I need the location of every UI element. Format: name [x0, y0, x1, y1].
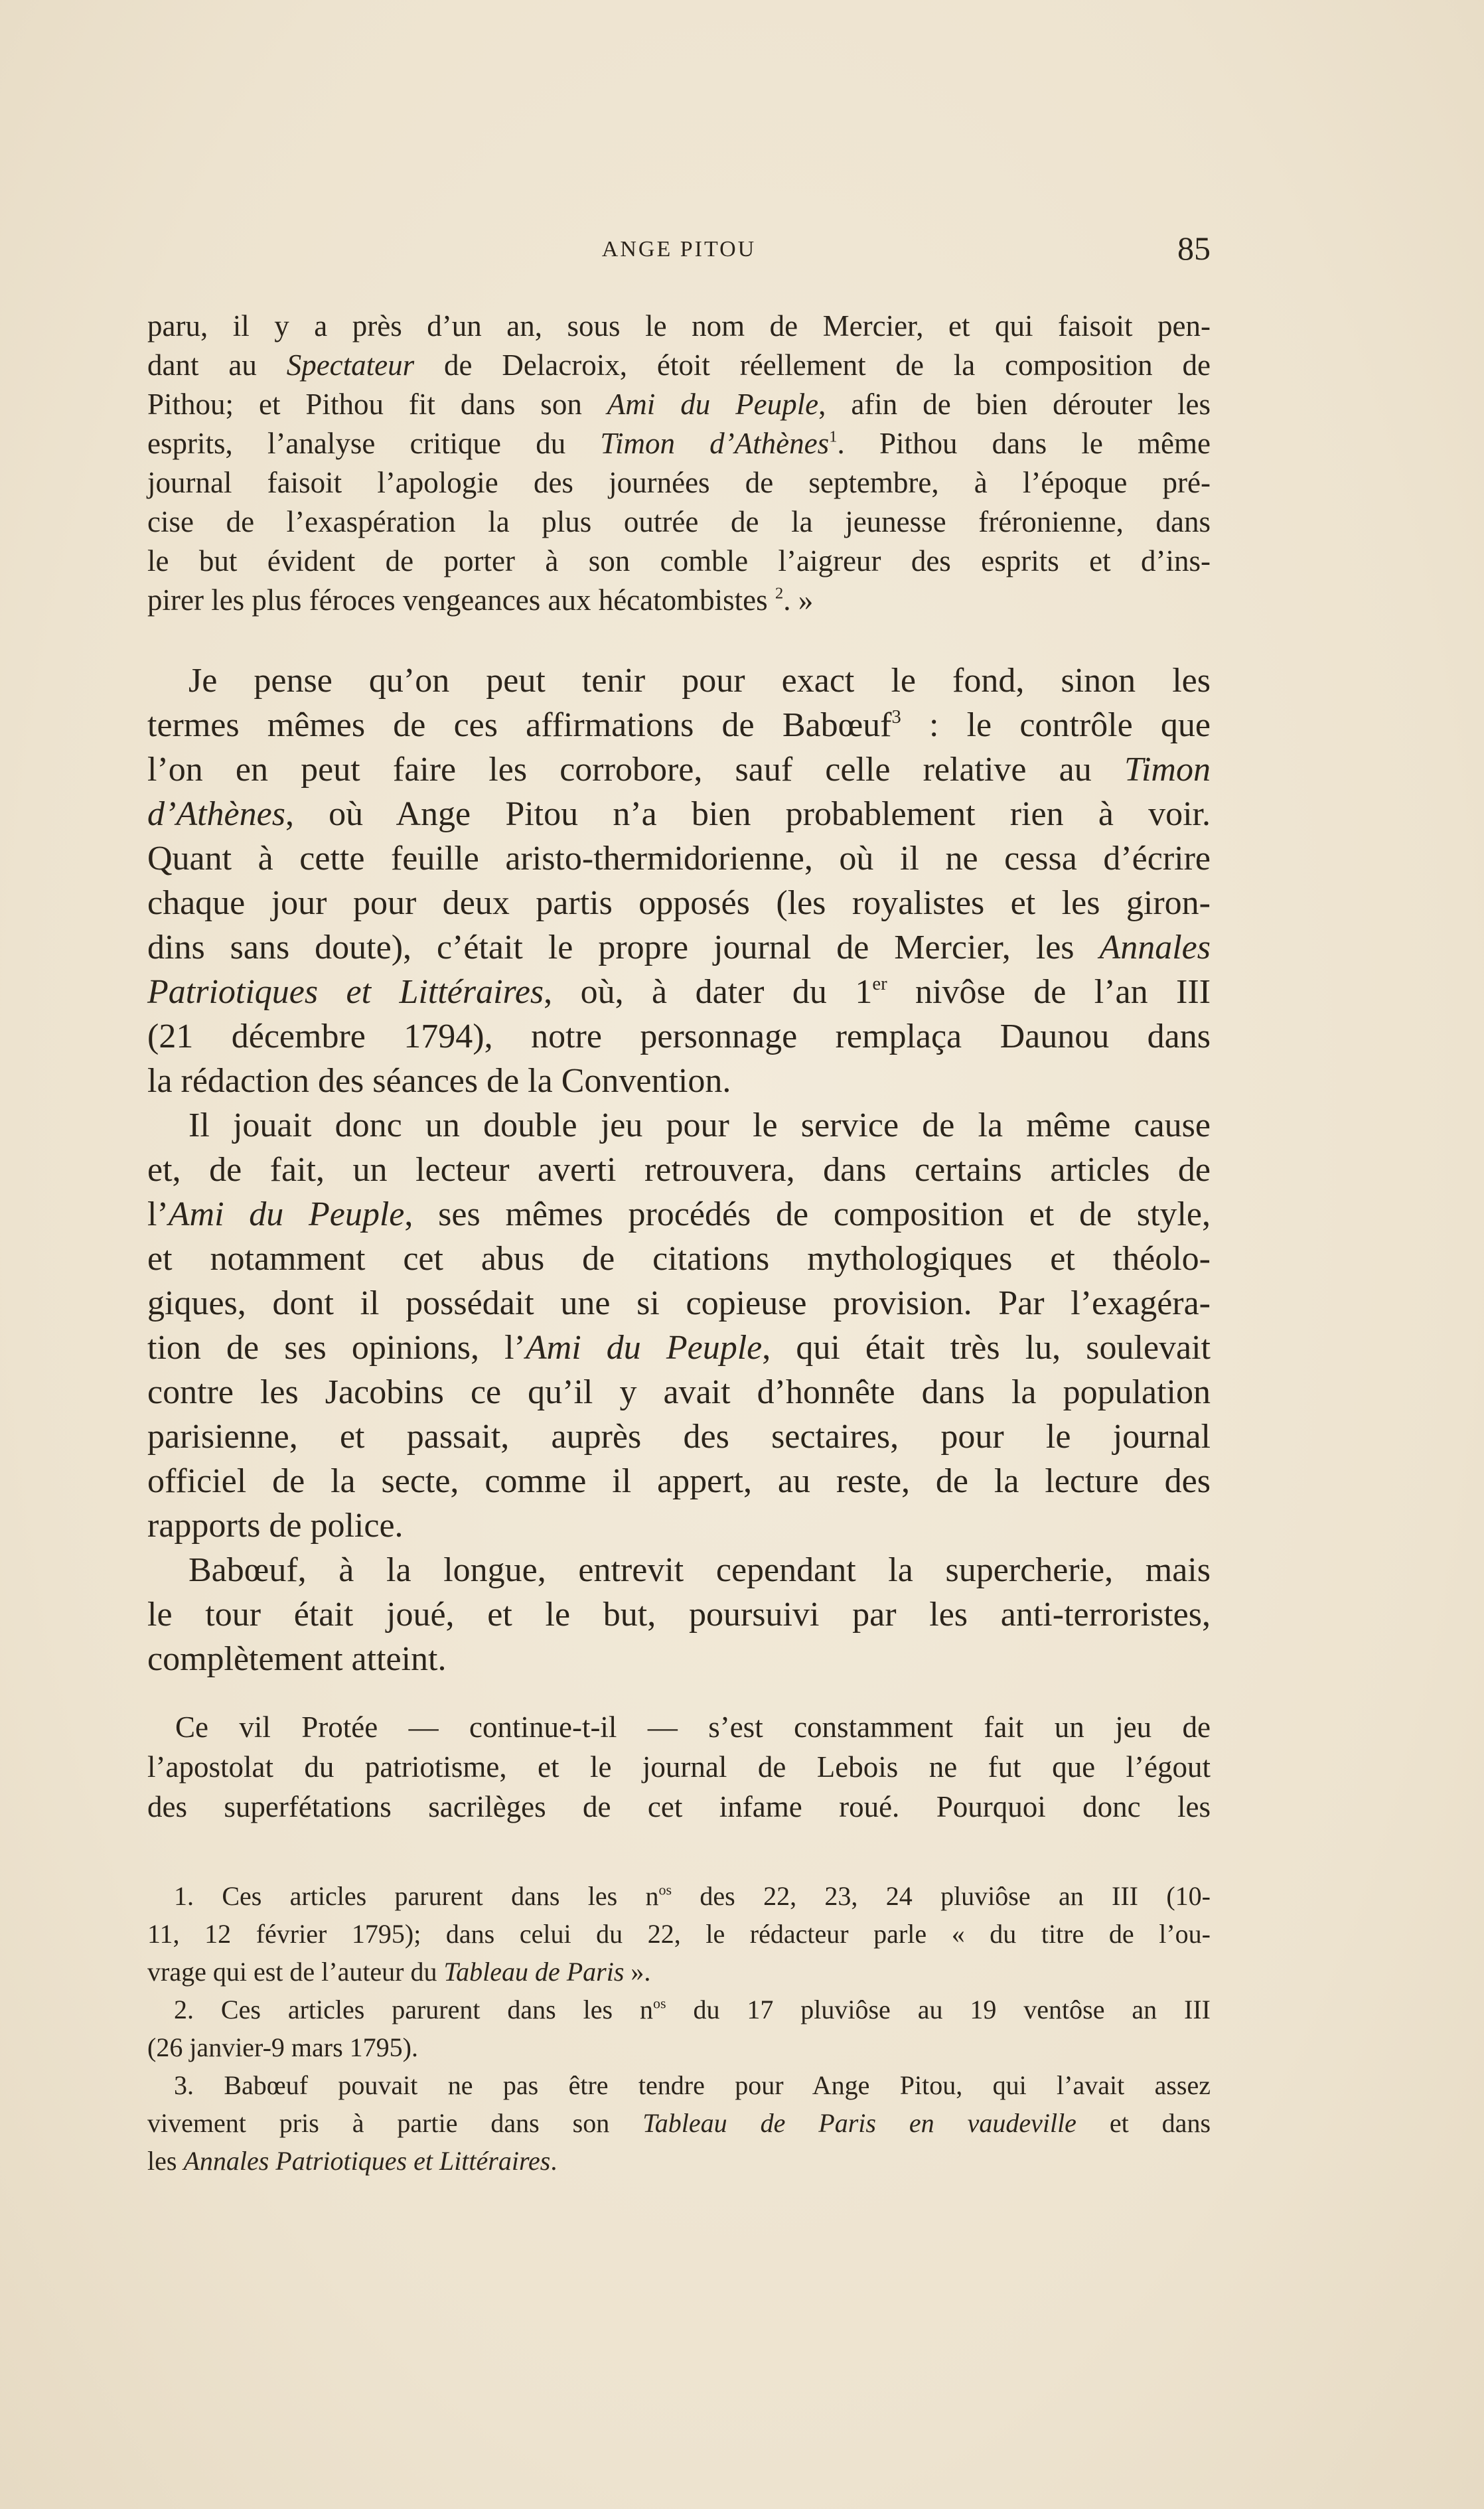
text-line [147, 747, 1211, 792]
text-run: de Delacroix, étoit réellement de la composition de [414, 348, 1211, 382]
text-line [147, 1059, 1211, 1103]
text-run: , qui était très lu, soulevait [762, 1329, 1211, 1367]
text-run: . » [783, 583, 814, 617]
superscript: 3 [891, 706, 901, 727]
text-run: contre les Jacobins ce qu’il y avait d’honnête dans la population [147, 1373, 1211, 1411]
text-run: esprits, l’analyse critique du [147, 427, 601, 460]
italic-title: Tableau de Paris en vaudeville [642, 2108, 1076, 2138]
text-line [147, 703, 1211, 747]
text-line [147, 1370, 1211, 1414]
text-run: dant au [147, 348, 287, 382]
italic-title: d’Athènes [147, 795, 285, 833]
text-run: rapports de police. [147, 1507, 404, 1545]
text-run: , où, à dater du 1 [544, 973, 873, 1011]
text-run: tion de ses opinions, l’ [147, 1329, 526, 1367]
text-line [147, 1877, 1211, 1915]
text-run: nivôse de l’an III [887, 973, 1211, 1011]
text-run: giques, dont il possédait une si copieuse provision. Par l’exagéra- [147, 1284, 1211, 1322]
text-run: , ses mêmes procédés de composition et de style, [404, 1195, 1211, 1233]
text-run: le tour était joué, et le but, poursuivi par les anti-terroristes, [147, 1596, 1211, 1634]
text-run: Je pense qu’on peut tenir pour exact le fond, sinon les [188, 662, 1211, 700]
text-run: 11, 12 février 1795); dans celui du 22, le rédacteur parle « du titre de l’ou- [147, 1919, 1211, 1949]
text-line [147, 1915, 1211, 1953]
main-text [147, 658, 1211, 1681]
italic-title: Tableau de Paris [443, 1957, 625, 1987]
superscript: 1 [829, 427, 838, 446]
text-line [147, 1237, 1211, 1281]
text-run: (26 janvier-9 mars 1795). [147, 2032, 418, 2062]
text-run: l’on en peut faire les corrobore, sauf celle relative au [147, 751, 1124, 789]
text-run: (21 décembre 1794), notre personnage remplaça Daunou dans [147, 1018, 1211, 1055]
text-line [147, 1747, 1211, 1787]
text-run: et dans [1076, 2108, 1211, 2138]
text-run: vrage qui est de l’auteur du [147, 1957, 444, 1987]
footnotes [147, 1877, 1211, 2180]
text-line [147, 542, 1211, 581]
text-line [147, 424, 1211, 463]
superscript: er [872, 973, 887, 994]
text-run: . [550, 2146, 557, 2176]
text-run: des superfétations sacrilèges de cet infame roué. Pourquoi donc les [147, 1790, 1211, 1823]
text-run: des 22, 23, 24 pluviôse an III (10- [672, 1881, 1211, 1911]
text-run: et, de fait, un lecteur averti retrouvera, dans certains articles de [147, 1151, 1211, 1189]
text-run: les [147, 2146, 184, 2176]
text-run: Ce vil Protée — continue-t-il — s’est constamment fait un jeu de [175, 1711, 1211, 1744]
text-run: 1. Ces articles parurent dans les n [174, 1881, 659, 1911]
text-run: termes mêmes de ces affirmations de Babœuf [147, 706, 892, 744]
text-line [147, 881, 1211, 925]
italic-title: Spectateur [286, 348, 415, 382]
text-run: officiel de la secte, comme il appert, au reste, de la lecture des [147, 1462, 1211, 1500]
text-line [147, 1103, 1211, 1148]
text-line [147, 1192, 1211, 1237]
text-line [147, 1459, 1211, 1503]
text-line [147, 1414, 1211, 1459]
text-run: . Pithou dans le même [837, 427, 1211, 460]
text-line [147, 1787, 1211, 1827]
text-run: l’ [147, 1195, 169, 1233]
text-run: le but évident de porter à son comble l’aigreur des esprits et d’ins- [147, 544, 1211, 577]
running-title: ANGE PITOU [601, 237, 757, 262]
text-line [147, 385, 1211, 424]
italic-title: Timon d’Athènes [600, 427, 830, 460]
italic-title: Ami du Peuple [607, 388, 819, 421]
text-line [147, 502, 1211, 542]
text-run: Babœuf, à la longue, entrevit cependant la supercherie, mais [188, 1551, 1211, 1589]
italic-title: Timon [1124, 751, 1211, 789]
text-run: paru, il y a près d’un an, sous le nom de Mercier, et qui faisoit pen- [147, 309, 1211, 342]
text-run: pirer les plus féroces vengeances aux hécatombistes [147, 583, 775, 617]
text-line [147, 2028, 1211, 2066]
superscript: os [658, 1881, 672, 1898]
text-line [147, 925, 1211, 970]
text-line [147, 2066, 1211, 2104]
text-line [147, 792, 1211, 836]
text-run: et notamment cet abus de citations mythologiques et théolo- [147, 1240, 1211, 1278]
superscript: os [652, 1995, 666, 2012]
text-line [147, 1281, 1211, 1326]
quoted-passage-2 [147, 1707, 1211, 1827]
text-run: cise de l’exaspération la plus outrée de la jeunesse fréronienne, dans [147, 505, 1211, 538]
text-line [147, 2142, 1211, 2180]
text-run: Il jouait donc un double jeu pour le service de la même cause [188, 1106, 1211, 1144]
text-run: 2. Ces articles parurent dans les n [174, 1995, 653, 2024]
text-line [147, 1548, 1211, 1592]
text-line [147, 1991, 1211, 2028]
superscript: 2 [775, 584, 784, 603]
text-line [147, 658, 1211, 703]
quoted-passage [147, 307, 1211, 620]
text-line [147, 1953, 1211, 1991]
text-run: la rédaction des séances de la Convention. [147, 1062, 731, 1100]
text-line [147, 463, 1211, 502]
text-run: Quant à cette feuille aristo-thermidorienne, où il ne cessa d’écrire [147, 840, 1211, 877]
text-run: 3. Babœuf pouvait ne pas être tendre pour Ange Pitou, qui l’avait assez [174, 2070, 1211, 2100]
text-line [147, 836, 1211, 881]
text-line [147, 1707, 1211, 1747]
italic-title: Ami du Peuple [525, 1329, 763, 1367]
text-line [147, 346, 1211, 385]
italic-title: Patriotiques et Littéraires [147, 973, 544, 1011]
text-run: dins sans doute), c’était le propre journal de Mercier, les [147, 929, 1100, 966]
text-run: journal faisoit l’apologie des journées de septembre, à l’époque pré- [147, 466, 1211, 499]
text-line [147, 1014, 1211, 1059]
text-line [147, 2104, 1211, 2142]
text-run: vivement pris à partie dans son [147, 2108, 643, 2138]
italic-title: Annales [1099, 929, 1211, 966]
text-line [147, 1503, 1211, 1548]
italic-title: Ami du Peuple [168, 1195, 405, 1233]
text-line [147, 1148, 1211, 1192]
text-run: : le contrôle que [901, 706, 1211, 744]
text-run: Pithou; et Pithou fit dans son [147, 388, 607, 421]
text-run: , où Ange Pitou n’a bien probablement rien à voir. [285, 795, 1211, 833]
text-run: chaque jour pour deux partis opposés (les royalistes et les giron- [147, 884, 1211, 922]
text-run: complètement atteint. [147, 1640, 447, 1678]
running-header [147, 229, 1211, 269]
text-line [147, 307, 1211, 346]
page-number: 85 [1177, 230, 1211, 267]
text-line [147, 1326, 1211, 1370]
text-run: parisienne, et passait, auprès des sectaires, pour le journal [147, 1418, 1211, 1456]
italic-title: Annales Patriotiques et Littéraires [183, 2146, 551, 2176]
text-line [147, 970, 1211, 1014]
text-run: l’apostolat du patriotisme, et le journal de Lebois ne fut que l’égout [147, 1750, 1211, 1784]
text-run: du 17 pluviôse au 19 ventôse an III [666, 1995, 1211, 2024]
text-run: , afin de bien dérouter les [818, 388, 1211, 421]
text-line [147, 581, 1211, 620]
text-run: ». [624, 1957, 651, 1987]
text-line [147, 1637, 1211, 1681]
text-line [147, 1592, 1211, 1637]
